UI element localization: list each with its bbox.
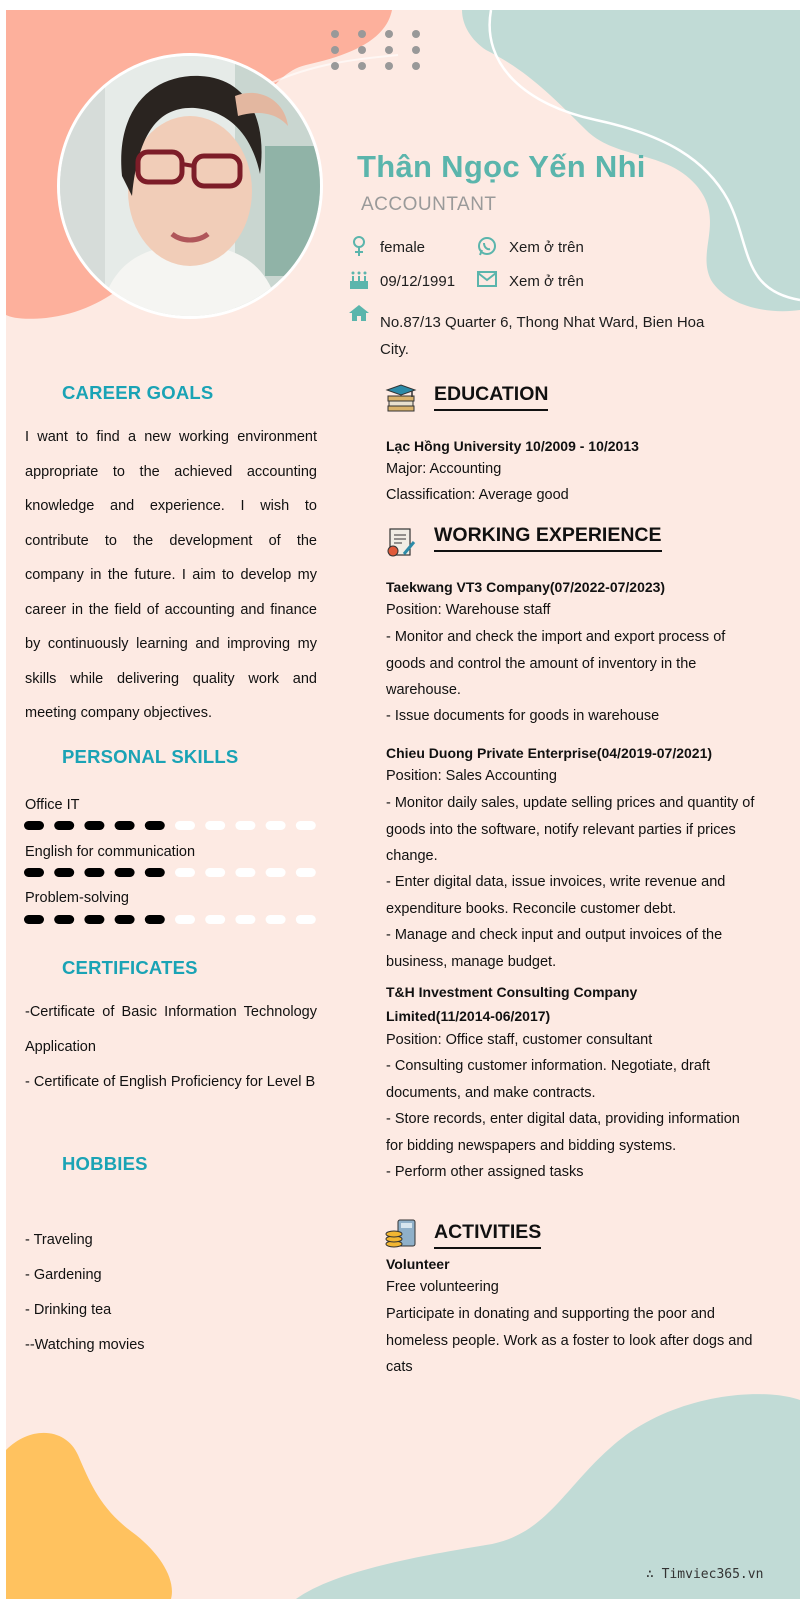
hobby-item: - Drinking tea [25,1302,112,1318]
orange-bottom-blob [6,1433,172,1599]
skill-segment-empty [235,915,255,924]
skill-rating-bar [23,819,323,833]
education-classification: Classification: Average good [386,487,569,503]
job-duty: - Perform other assigned tasks [386,1164,584,1180]
envelope-icon [476,268,498,290]
job-position: Position: Office staff, customer consultant [386,1032,653,1048]
certificate-item: -Certificate of Basic Information Technology Application [25,1004,317,1055]
graduation-books-icon [384,382,418,416]
skill-segment-empty [175,868,195,877]
personal-skills-heading: PERSONAL SKILLS [62,746,239,767]
skill-segment-empty [205,915,225,924]
job-duty: - Monitor daily sales, update selling prices and quantity of goods into the software, notify relevant parties if prices change. [386,795,755,864]
skill-segment-filled [115,868,135,877]
skill-segment-empty [266,915,286,924]
skill-rating-bar [23,913,323,927]
job-duty: - Store records, enter digital data, providing information for bidding newspapers and bidding systems. [386,1111,740,1154]
job-duty: - Enter digital data, issue invoices, write revenue and expenditure books. Reconcile customer debt. [386,874,726,917]
skill-segment-empty [205,821,225,830]
certificate-item: - Certificate of English Proficiency for Level B [25,1074,316,1090]
email-value[interactable]: Xem ở trên [509,273,584,290]
whatsapp-icon [476,235,498,257]
skill-segment-filled [145,915,165,924]
skill-segment-empty [296,915,316,924]
watermark: ∴ Timviec365.vn [646,1567,764,1582]
skill-segment-filled [54,915,74,924]
candidate-name: Thân Ngọc Yến Nhi [357,149,646,184]
certificates-heading: CERTIFICATES [62,957,198,978]
hobby-item: - Traveling [25,1232,93,1248]
job-duty: - Monitor and check the import and export process of goods and control the amount of inventory in the warehouse. [386,629,726,698]
gender-icon [348,235,370,257]
activities-coins-icon [384,1217,418,1251]
skill-name: Problem-solving [25,890,129,906]
gender-value: female [380,239,426,256]
skill-segment-empty [266,821,286,830]
skill-segment-filled [145,821,165,830]
skill-segment-filled [24,868,44,877]
birthday-value: 09/12/1991 [380,273,456,290]
skill-segment-filled [145,868,165,877]
education-major: Major: Accounting [386,461,502,477]
skill-segment-empty [205,868,225,877]
hobby-item: --Watching movies [25,1337,145,1353]
job-position: Position: Sales Accounting [386,768,557,784]
experience-certificate-icon [384,526,418,560]
job-company: Taekwang VT3 Company(07/2022-07/2023) [386,579,666,595]
skill-rating-bar [23,866,323,880]
skill-segment-filled [54,821,74,830]
education-school: Lạc Hồng University 10/2009 - 10/2013 [386,438,639,454]
skill-segment-empty [235,821,255,830]
hobbies-heading: HOBBIES [62,1153,148,1174]
profile-photo [57,53,323,319]
address-value: No.87/13 Quarter 6, Thong Nhat Ward, Bien Hoa City. [380,314,705,358]
job-duty: - Consulting customer information. Negotiate, draft documents, and make contracts. [386,1058,710,1101]
skill-segment-empty [296,868,316,877]
career-goals-heading: CAREER GOALS [62,382,214,403]
skill-segment-filled [24,915,44,924]
education-heading: EDUCATION [434,383,548,411]
portrait-illustration [60,56,320,316]
phone-value[interactable]: Xem ở trên [509,239,584,256]
activity-role: Volunteer [386,1256,450,1272]
hobby-item: - Gardening [25,1267,102,1283]
skill-segment-filled [24,821,44,830]
job-company: T&H Investment Consulting Company Limited(11/2014-06/2017) [386,984,638,1024]
resume-page [6,10,800,1599]
skill-segment-empty [266,868,286,877]
skill-segment-filled [84,821,104,830]
skill-segment-empty [175,915,195,924]
experience-heading: WORKING EXPERIENCE [434,524,662,552]
birthday-cake-icon [348,268,370,290]
career-goals-text: I want to find a new working environment appropriate to the achieved accounting knowledge and experience. I wish to contribute to the development of the company in the future. I aim to develop my career in the field of accounting and finance by continuously learning and improving my skills while delivering quality work and meeting company objectives. [25,429,317,721]
skill-segment-empty [235,868,255,877]
skill-segment-filled [84,915,104,924]
skill-name: English for communication [25,844,196,860]
skill-name: Office IT [25,797,80,813]
skill-segment-filled [115,821,135,830]
job-title: ACCOUNTANT [361,194,497,215]
skill-segment-empty [175,821,195,830]
job-position: Position: Warehouse staff [386,602,551,618]
skill-segment-filled [115,915,135,924]
activity-description: Participate in donating and supporting the poor and homeless people. Work as a foster to look after dogs and cats [386,1306,753,1375]
job-duty: - Manage and check input and output invoices of the business, manage budget. [386,927,723,970]
skill-segment-empty [296,821,316,830]
job-duty: - Issue documents for goods in warehouse [386,708,660,724]
activities-heading: ACTIVITIES [434,1221,541,1249]
home-icon [348,302,370,324]
activity-name: Free volunteering [386,1279,499,1295]
skill-segment-filled [54,868,74,877]
job-company: Chieu Duong Private Enterprise(04/2019-07/2021) [386,745,713,761]
skill-segment-filled [84,868,104,877]
